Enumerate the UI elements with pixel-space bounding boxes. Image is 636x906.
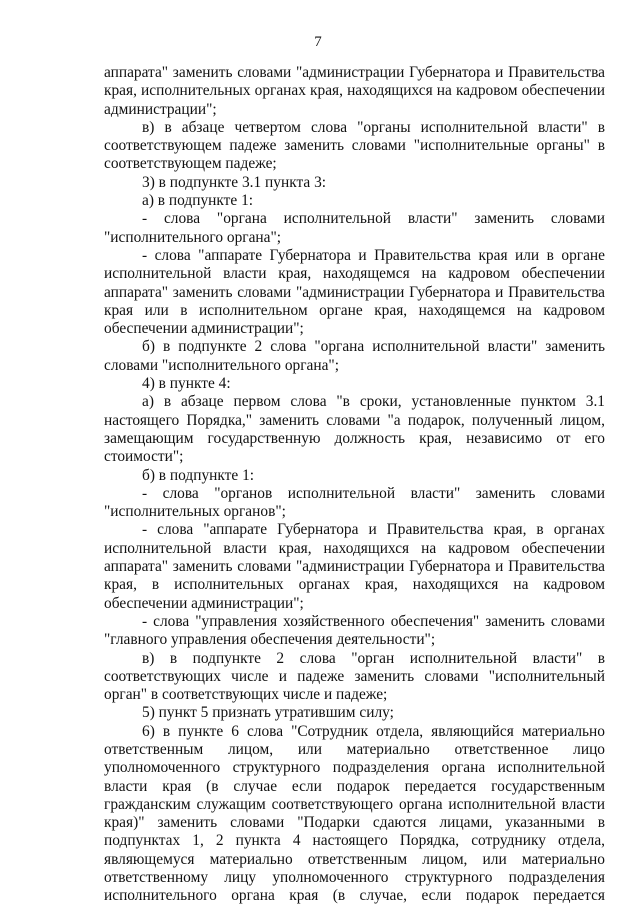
paragraph: в) в абзаце четвертом слова "органы исполнительной власти" в соответствующем падеже заменить словами "исполнительные органы" в соответствующем падеже;	[104, 118, 605, 173]
paragraph: - слова "органов исполнительной власти" заменить словами "исполнительных органов";	[104, 484, 605, 521]
paragraph: в) в подпункте 2 слова "орган исполнительной власти" в соответствующих числе и падеже заменить словами "исполнительный орган" в соответствующих числе и падеже;	[104, 649, 605, 704]
paragraph: - слова "аппарате Губернатора и Правительства края или в органе исполнительной власти края, находящемся на кадровом обеспечении аппарата" заменить словами "администрации Губернатора и Правительства края или в исполнительном органе края, находящемся на кадровом обеспечении администрации";	[104, 246, 605, 338]
paragraph: - слова "аппарате Губернатора и Правительства края, в органах исполнительной власти края, находящихся на кадровом обеспечении аппарата" заменить словами "администрации Губернатора и Правительства края, в исполнительных органах края, находящихся на кадровом обеспечении администрации";	[104, 521, 605, 612]
paragraph: а) в подпункте 1:	[142, 192, 254, 210]
paragraph: 3) в подпункте 3.1 пункта 3:	[142, 173, 327, 191]
paragraph: б) в подпункте 1:	[142, 466, 255, 484]
document-body	[104, 64, 605, 906]
paragraph: 6) в пункте 6 слова "Сотрудник отдела, являющийся материально ответственным лицом, или материально ответственное лицо уполномоченного структурного подразделения органа исполнительной власти края (в случае если подарок передается государственным гражданским служащим соответствующего органа исполнительной власти края)" заменить словами "Подарки сдаются лицами, указанными в подпунктах 1, 2 пункта 4 настоящего Порядка, сотруднику отдела, являющемуся материально ответственным лицом, или материально ответственному лицу уполномоченного структурного подразделения исполнительного органа края (в случае, если подарок передается	[104, 722, 605, 905]
paragraph: а) в абзаце первом слова "в сроки, установленные пунктом 3.1 настоящего Порядка," заменить словами "а подарок, полученный лицом, замещающим государственную должность края, независимо от его стоимости";	[104, 393, 605, 466]
paragraph: - слова "управления хозяйственного обеспечения" заменить словами "главного управления обеспечения деятельности";	[104, 612, 605, 649]
paragraph: 5) пункт 5 признать утратившим силу;	[142, 704, 394, 722]
paragraph: - слова "органа исполнительной власти" заменить словами "исполнительного органа";	[104, 210, 605, 246]
paragraph: 4) в пункте 4:	[142, 375, 231, 393]
paragraph: аппарата" заменить словами "администрации Губернатора и Правительства края, исполнительных органах края, находящихся на кадровом обеспечении администрации";	[104, 64, 605, 118]
paragraph: б) в подпункте 2 слова "органа исполнительной власти" заменить словами "исполнительного органа";	[104, 338, 605, 374]
page-number: 7	[314, 34, 322, 50]
